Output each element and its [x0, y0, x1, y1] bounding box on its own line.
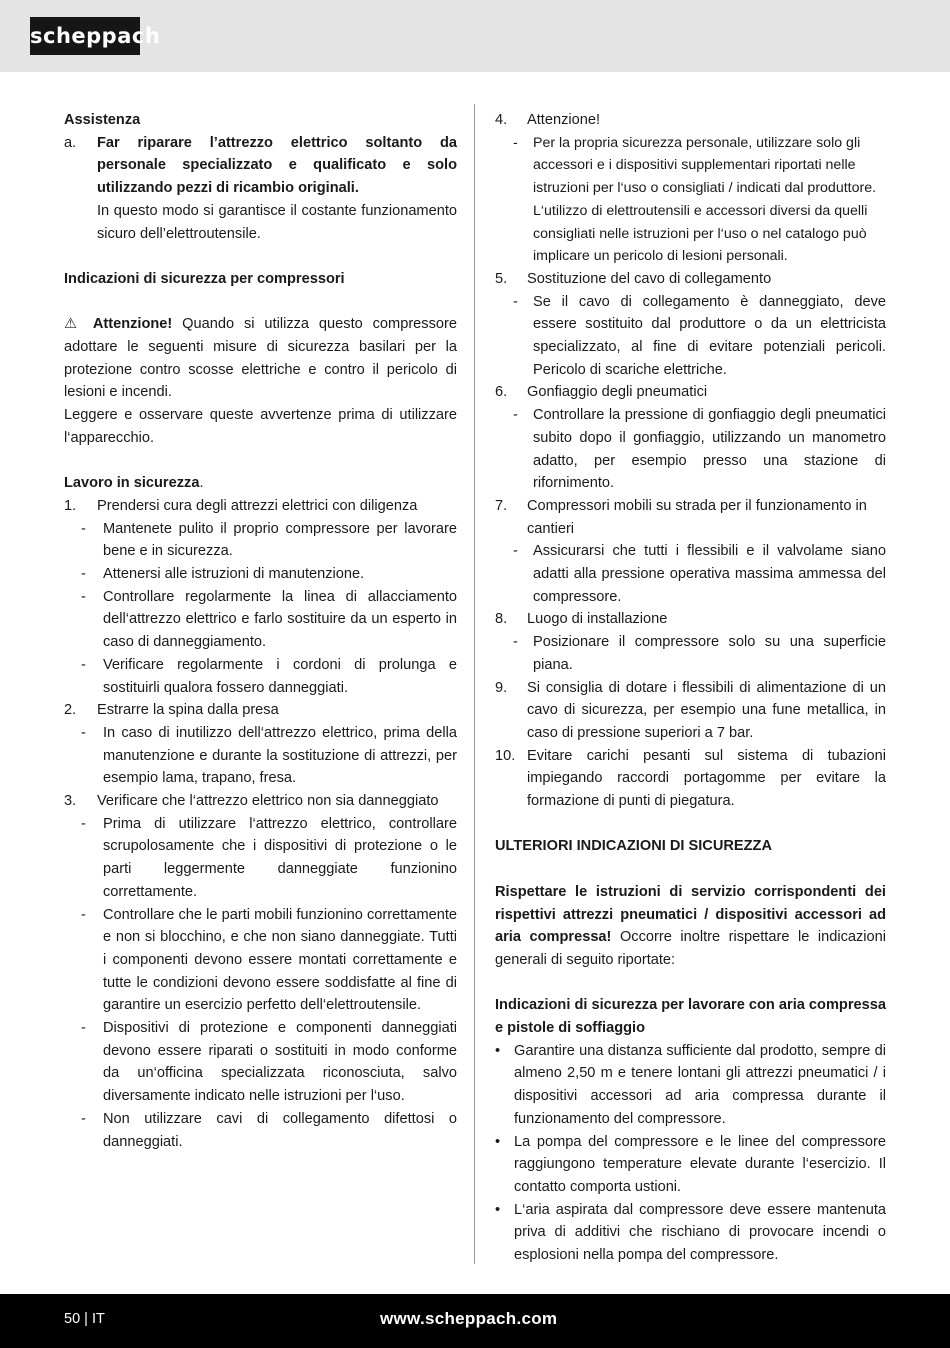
sub-item: - Attenersi alle istruzioni di manutenzione. [81, 566, 365, 583]
item-text: Verificare che l‘attrezzo elettrico non sia danneggiato [97, 793, 439, 810]
list-item [495, 495, 886, 540]
header-bar [0, 0, 950, 72]
warning-paragraph [64, 313, 457, 404]
read-instructions-text: Leggere e osservare queste avvertenze prima di utilizzare l‘apparecchio. [64, 407, 457, 446]
item-text: Compressori mobili su strada per il funzionamento in cantieri [527, 497, 867, 537]
right-column [495, 109, 886, 1267]
bullet-icon: • [495, 1042, 501, 1059]
item-number: 1. [64, 497, 77, 514]
assistenza-item-a [64, 132, 457, 246]
sub-item: - Se il cavo di collegamento è danneggiato, deve essere sostituito dal produttore o da un elettricista specializzato, al fine di evitare potenziali pericoli. Pericolo di scariche elettriche. [513, 293, 886, 378]
item-number: 10. [495, 747, 516, 764]
compressor-safety-heading: Indicazioni di sicurezza per compressori [64, 270, 345, 287]
sub-item: - Controllare la pressione di gonfiaggio degli pneumatici subito dopo il gonfiaggio, utilizzando un manometro adatto, per esempio presso una stazione di rifornimento. [513, 407, 886, 492]
assistenza-heading: Assistenza [64, 112, 141, 128]
list-item [495, 381, 886, 404]
item-number: 9. [495, 679, 508, 696]
compressed-air-heading: Indicazioni di sicurezza per lavorare con aria compressa e pistole di soffiaggio [495, 997, 886, 1037]
sub-item: - Controllare regolarmente la linea di allacciamento dell‘attrezzo elettrico e farlo sostituire da un esperto in caso di danneggiamento. [81, 588, 457, 651]
item-text: Estrarre la spina dalla presa [97, 702, 279, 719]
item-text: Luogo di installazione [527, 611, 668, 628]
sub-item: - Posizionare il compressore solo su una superficie piana. [513, 634, 886, 673]
warning-label: Attenzione! [92, 316, 173, 333]
item-number: a. [64, 134, 77, 151]
list-item [64, 699, 457, 722]
list-item [495, 677, 886, 745]
warning-icon: ⚠ [64, 316, 83, 333]
item-text: Evitare carichi pesanti sul sistema di tubazioni impiegando raccordi portagomme per evitare la formazione di punti di piegatura. [527, 747, 886, 810]
sub-item: - Prima di utilizzare l‘attrezzo elettrico, controllare scrupolosamente che i dispositivi di protezione o le parti leggermente danneggiate funzionino correttamente. [81, 815, 457, 900]
sub-item: - Non utilizzare cavi di collegamento difettosi o danneggiati. [81, 1110, 457, 1150]
item-number: 8. [495, 611, 508, 628]
bullet-item: • La pompa del compressore e le linee del compressore raggiungono temperature elevate durante l‘esercizio. Il contatto comporta ustioni. [495, 1131, 886, 1199]
instructions-paragraph: Rispettare le istruzioni di servizio corrispondenti dei rispettivi attrezzi pneumatici / dispositivi accessori ad aria compressa! Occorre inoltre rispettare le indicazioni generali di seguito riportate: [495, 883, 886, 968]
assistenza-a-text: In questo modo si garantisce il costante funzionamento sicuro dell’elettroutensile. [97, 202, 457, 242]
item-number: 5. [495, 270, 508, 287]
warning-text: Quando si utilizza questo compressore adottare le seguenti misure di sicurezza basilari per la protezione contro scosse elettriche e contro il pericolo di lesioni e incendi. [64, 316, 457, 401]
item-text: Attenzione! [527, 112, 601, 128]
list-item [64, 790, 457, 813]
column-divider [474, 104, 475, 1264]
list-item [64, 495, 457, 518]
further-safety-heading: ULTERIORI INDICAZIONI DI SICUREZZA [495, 838, 773, 855]
item-text: Si consiglia di dotare i flessibili di alimentazione di un cavo di sicurezza, per esempio una fune metallica, in caso di pressione superiori a 7 bar. [527, 679, 886, 741]
sub-item: - Per la propria sicurezza personale, utilizzare solo gli accessori e i dispositivi supplementari riportati nelle istruzioni per l‘uso o consigliati / indicati dal produttore. L‘utilizzo di elettroutensili e accessori diversi da quelli consigliati nelle istruzioni per l‘uso o nel catalogo può implicare un pericolo di lesioni personali. [513, 134, 877, 265]
page-number: 50 | IT [64, 1311, 105, 1327]
sub-item: - Mantenete pulito il proprio compressore per lavorare bene e in sicurezza. [81, 520, 457, 560]
footer-bar [0, 1294, 950, 1348]
list-item [495, 109, 886, 132]
sub-item: - Verificare regolarmente i cordoni di prolunga e sostituirli qualora fossero danneggiati. [81, 656, 457, 696]
safe-work-heading: Lavoro in sicurezza. [64, 475, 204, 492]
sub-item: - Controllare che le parti mobili funzionino correttamente e non si blocchino, e che non siano danneggiate. Tutti i componenti devono essere montati correttamente e tutte le condizioni devono essere soddisfatte al fine di garantire un esercizio perfetto dell‘elettroutensile. [81, 906, 457, 1014]
item-number: 7. [495, 497, 508, 514]
list-item [495, 608, 886, 631]
item-text: Sostituzione del cavo di collegamento [527, 270, 772, 287]
assistenza-a-bold-text: Far riparare l’attrezzo elettrico soltanto da personale specializzato e qualificato e solo utilizzando pezzi di ricambio originali. [97, 134, 457, 197]
website-link[interactable]: www.scheppach.com [380, 1309, 558, 1328]
bullet-icon: • [495, 1201, 501, 1218]
item-number: 6. [495, 384, 508, 401]
item-text: Prendersi cura degli attrezzi elettrici con diligenza [97, 497, 418, 514]
sub-item: - In caso di inutilizzo dell‘attrezzo elettrico, prima della manutenzione e durante la sostituzione di attrezzi, per esempio lama, trapano, fresa. [81, 724, 457, 787]
bullet-item: • Garantire una distanza sufficiente dal prodotto, sempre di almeno 2,50 m e tenere lontani gli attrezzi pneumatici / i dispositivi accessori ad aria compressa durante il funzionamento del compressore. [495, 1040, 886, 1131]
item-number: 2. [64, 702, 77, 719]
scheppach-logo: scheppach [30, 17, 140, 55]
list-item [495, 268, 886, 291]
list-item [495, 745, 886, 813]
bullet-icon: • [495, 1133, 501, 1150]
left-column [64, 109, 457, 1153]
sub-item: - Assicurarsi che tutti i flessibili e il valvolame siano adatti alla pressione operativa massima ammessa del compressore. [513, 543, 886, 605]
item-number: 3. [64, 793, 77, 810]
item-number: 4. [495, 112, 508, 128]
item-text: Gonfiaggio degli pneumatici [527, 384, 708, 401]
bullet-item: • L‘aria aspirata dal compressore deve essere mantenuta priva di additivi che rischiano di provocare incendi o esplosioni nella pompa del compressore. [495, 1199, 886, 1267]
sub-item: - Dispositivi di protezione e componenti danneggiati devono essere riparati o sostituiti in modo conforme da un‘officina specializzata riconosciuta, salvo diversamente indicato nelle istruzioni per l‘uso. [81, 1020, 457, 1105]
